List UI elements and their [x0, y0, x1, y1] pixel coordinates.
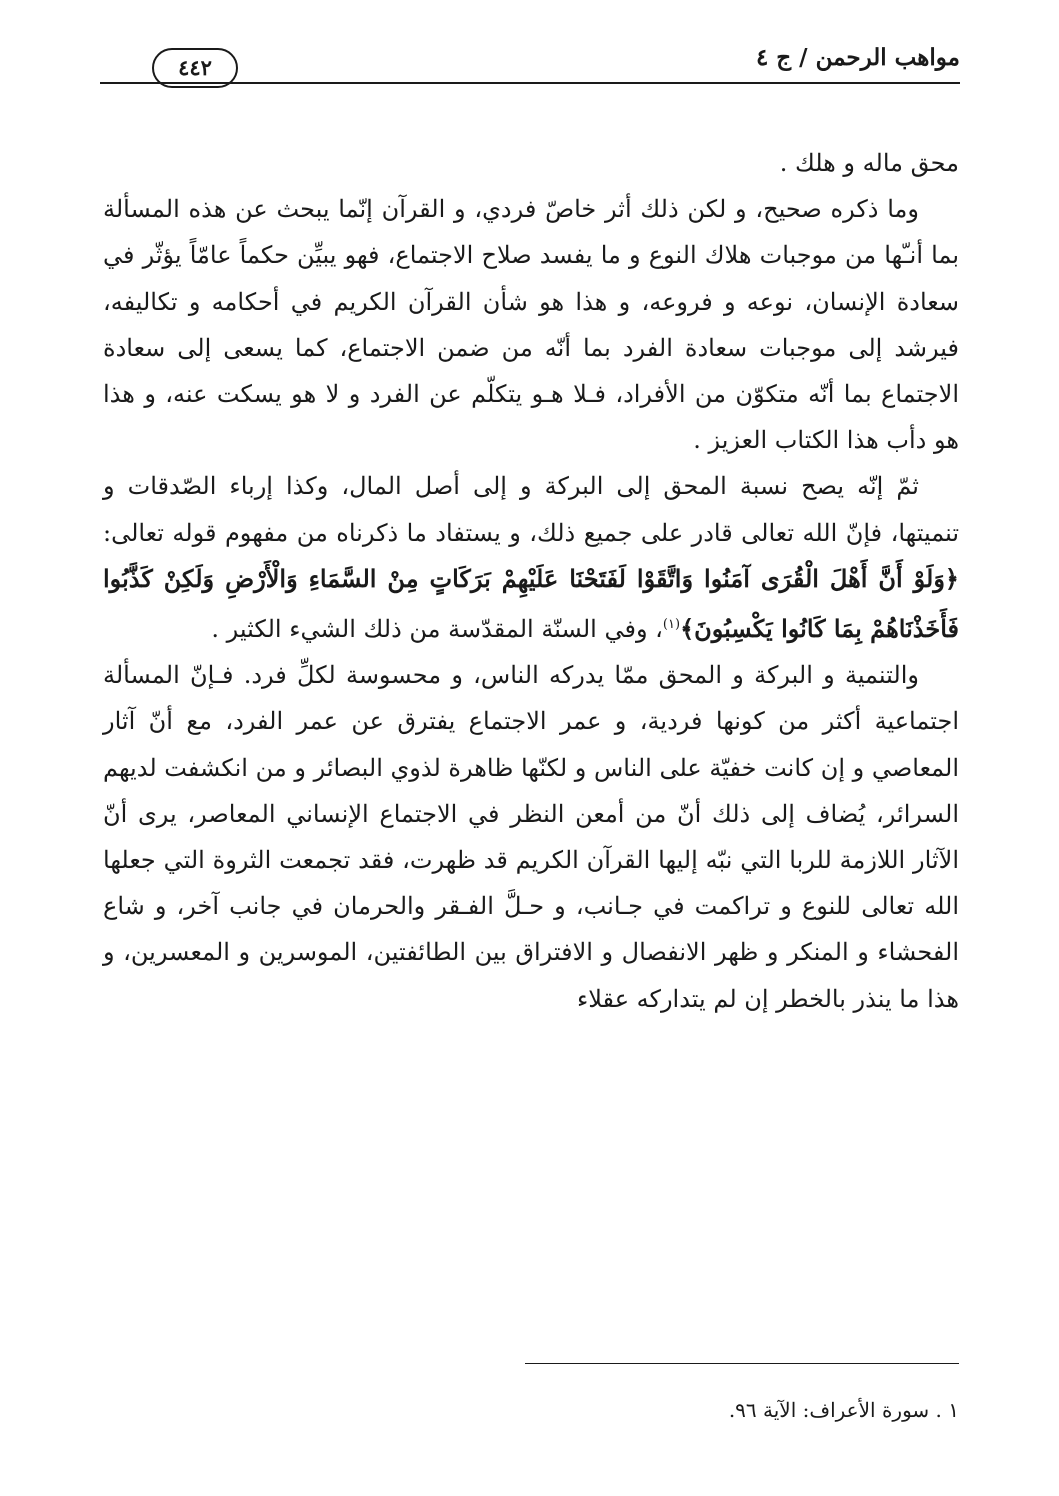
paragraph-2: وما ذكره صحيح، و لكن ذلك أثر خاصّ فردي، و القرآن إنّما يبحث عن هذه المسألة بما أنـّها من موجبات هلاك النوع و ما يفسد صلاح الاجتماع، فهو يبيِّن حكماً عامّاً يؤثّر في سعادة الإنسان، نوعه و فروعه، و هذا هو شأن القرآن الكريم في أحكامه و تكاليفه، فيرشد إلى موجبات سعادة الفرد بما أنّه من ضمن الاجتماع، كما يسعى إلى سعادة الاجتماع بما أنّه متكوّن من الأفراد، فـلا هـو يتكلّم عن الفرد و لا هو يسكت عنه، و هذا هو دأب هذا الكتاب العزيز .	[103, 195, 959, 455]
footnote-divider	[525, 1363, 959, 1364]
paragraph-3	[103, 463, 959, 652]
page-number: ٤٤٢	[152, 48, 238, 88]
main-text	[103, 140, 959, 1022]
footnote: ١ . سورة الأعراف: الآية ٩٦.	[728, 1398, 959, 1422]
paragraph-3-outro: ، وفي السنّة المقدّسة من ذلك الشيء الكثير .	[211, 615, 663, 644]
quran-verse: ﴿وَلَوْ أَنَّ أَهْلَ الْقُرَى آمَنُوا وَاتَّقَوْا لَفَتَحْنَا عَلَيْهِمْ بَرَكَاتٍ مِنْ السَّمَاءِ وَالْأَرْضِ وَلَكِنْ كَذَّبُوا فَأَخَذْنَاهُمْ بِمَا كَانُوا يَكْسِبُونَ﴾	[103, 563, 959, 644]
header-divider	[100, 82, 960, 84]
page-header	[100, 40, 960, 92]
paragraph-1: محق ماله و هلك .	[779, 149, 959, 177]
paragraph-3-intro: ثمّ إنّه يصح نسبة المحق إلى البركة و إلى أصل المال، وكذا إرباء الصّدقات و تنميتها، فإنّ الله تعالى قادر على جميع ذلك، و يستفاد ما ذكرناه من مفهوم قوله تعالى:	[103, 472, 959, 547]
book-title: مواهب الرحمن / ج ٤	[755, 44, 960, 71]
footnote-reference: (١)	[662, 617, 681, 633]
paragraph-4: والتنمية و البركة و المحق ممّا يدركه الناس، و محسوسة لكلِّ فرد. فـإنّ المسألة اجتماعية أكثر من كونها فردية، و عمر الاجتماع يفترق عن عمر الفرد، مع أنّ آثار المعاصي و إن كانت خفيّة على الناس و لكنّها ظاهرة لذوي البصائر و من انكشفت لديهم السرائر، يُضاف إلى ذلك أنّ من أمعن النظر في الاجتماع الإنساني المعاصر، يرى أنّ الآثار اللازمة للربا التي نبّه إليها القرآن الكريم قد ظهرت، فقد تجمعت الثروة التي جعلها الله تعالى للنوع و تراكمت في جـانب، و حـلَّ الفـقر والحرمان في جانب آخر، و شاع الفحشاء و المنكر و ظهر الانفصال و الافتراق بين الطائفتين، الموسرين و المعسرين، و هذا ما ينذر بالخطر إن لم يتداركه عقلاء	[103, 661, 959, 1013]
